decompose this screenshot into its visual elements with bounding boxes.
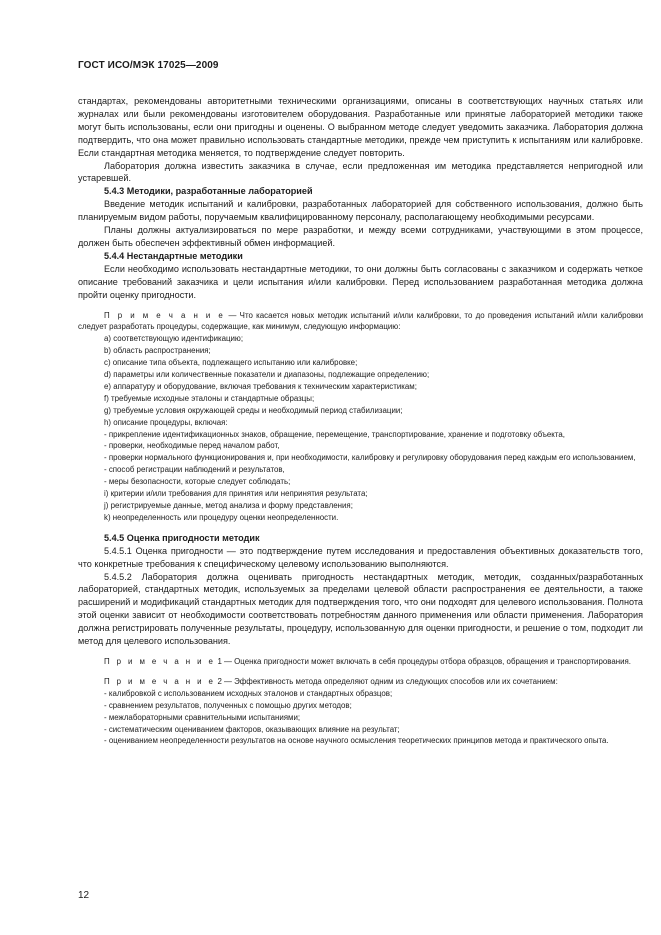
page-number: 12 (78, 890, 90, 901)
list-item: e) аппаратуру и оборудование, включая требования к техническим характеристикам; (104, 381, 417, 391)
list-item: d) параметры или количественные показатели и диапазоны, подлежащие определению; (104, 370, 430, 380)
list-subitem: - проверки, необходимые перед началом работ, (104, 441, 280, 451)
list-subitem: - проверки нормального функционирования и, при необходимости, калибровку и регулировку оборудования перед каждым его использованием, (104, 453, 636, 463)
note-text: 2 — Эффективность метода определяют одним из следующих способов или их сочетанием: (215, 676, 558, 686)
paragraph-lab-methods: Введение методик испытаний и калибровки, разработанных лабораторией для собственного использования, должно быть планируемым видом работы, поручаемым квалифицированному персоналу, располагающему необходимыми ресурсами. (78, 199, 643, 223)
paragraph-5-4-5-2: 5.4.5.2 Лаборатория должна оценивать пригодность нестандартных методик, методик, созданных/разработанных лабораторией, стандартных методик, используемых за пределами целевой области распространения ее деятельности, а также расширений и модификаций стандартных методик для подтверждения того, что они подходят для целевого использования. Полнота этой оценки зависит от необходимости соответствовать потребностям данного применения или области применения. Лаборатория должна регистрировать полученные результаты, процедуру, использованную для оценки пригодности, и решение о том, подходит ли метод для целевого использования. (78, 571, 643, 647)
list-item: - оцениванием неопределенности результатов на основе научного осмысления теоретических принципов метода и практического опыта. (104, 736, 609, 746)
note-label: П р и м е ч а н и е (104, 310, 226, 320)
note-new-methods (78, 310, 643, 524)
section-heading-5-4-5: 5.4.5 Оценка пригодности методик (104, 532, 260, 543)
list-item: - сравнением результатов, полученных с помощью других методов; (104, 700, 352, 710)
list-item: f) требуемые исходные эталоны и стандартные образцы; (104, 393, 315, 403)
note-text: 1 — Оценка пригодности может включать в себя процедуры отбора образцов, обращения и транспортирования. (215, 656, 631, 666)
list-item: g) требуемые условия окружающей среды и необходимый период стабилизации; (104, 405, 403, 415)
paragraph-5-4-5-1: 5.4.5.1 Оценка пригодности — это подтверждение путем исследования и предоставления объективных доказательств того, что конкретные требования к специфическому целевому использованию выполняются. (78, 545, 643, 569)
note-text: — Что касается новых методик испытаний и/или калибровки, то до проведения испытаний и/или калибровки следует разработать процедуры, содержащие, как минимум, следующую информацию: (78, 310, 643, 332)
list-item: i) критерии и/или требования для принятия или непринятия результата; (104, 489, 368, 499)
list-item: b) область распространения; (104, 346, 211, 356)
paragraph-notify-customer: Лаборатория должна известить заказчика в случае, если предложенная им методика представляется непригодной или устаревшей. (78, 160, 643, 184)
paragraph-standard-methods: стандартах, рекомендованы авторитетными техническими организациями, описаны в соответствующих научных статьях или журналах или были рекомендованы изготовителем оборудования. Разработанные или принятые лабораторией методики также могут быть использованы, если они пригодны и оценены. О выбранном методе следует уведомить заказчика. Лаборатория должна подтвердить, что она может правильно использовать стандартные методики, прежде чем приступить к испытаниям или калибровке. Если стандартная методика меняется, то подтверждение следует повторить. (78, 96, 643, 158)
list-subitem: - меры безопасности, которые следует соблюдать; (104, 477, 291, 487)
list-subitem: - прикрепление идентификационных знаков, обращение, перемещение, транспортирование, хранение и подготовку объекта, (104, 429, 565, 439)
list-item: a) соответствующую идентификацию; (104, 334, 244, 344)
note-label: П р и м е ч а н и е (104, 676, 216, 686)
list-item: - систематическим оцениванием факторов, оказывающих влияние на результат; (104, 724, 400, 734)
note-2-effectiveness (78, 676, 643, 747)
note-label: П р и м е ч а н и е (104, 656, 216, 666)
list-subitem: - способ регистрации наблюдений и результатов, (104, 465, 285, 475)
list-item: h) описание процедуры, включая: (104, 417, 228, 427)
paragraph-nonstandard-methods: Если необходимо использовать нестандартные методики, то они должны быть согласованы с заказчиком и содержать четкое описание требований заказчика и цели испытания и/или калибровки. Перед использованием разработанная методика должна пройти оценку пригодности. (78, 263, 643, 300)
list-item: j) регистрируемые данные, метод анализа и форму представления; (104, 501, 353, 510)
section-heading-5-4-3: 5.4.3 Методики, разработанные лабораторией (104, 186, 313, 197)
standard-header: ГОСТ ИСО/МЭК 17025—2009 (78, 60, 219, 71)
list-item: - межлабораторными сравнительными испытаниями; (104, 712, 301, 722)
list-item: c) описание типа объекта, подлежащего испытанию или калибровке; (104, 358, 358, 368)
note-1-sampling (78, 656, 643, 668)
section-heading-5-4-4: 5.4.4 Нестандартные методики (104, 250, 243, 261)
list-item: - калибровкой с использованием исходных эталонов и стандартных образцов; (104, 688, 393, 698)
page-body (78, 95, 643, 747)
paragraph-plans: Планы должны актуализироваться по мере разработки, и между всеми сотрудниками, участвующими в этом процессе, должен быть обеспечен эффективный обмен информацией. (78, 225, 643, 248)
list-item: k) неопределенность или процедуру оценки неопределенности. (104, 512, 339, 522)
